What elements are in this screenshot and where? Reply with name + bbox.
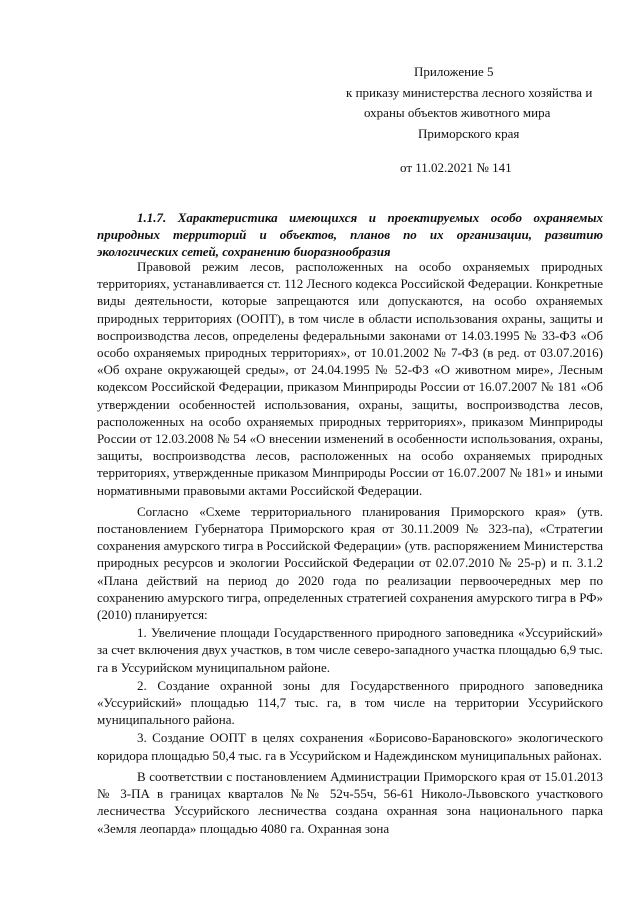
list-item-2: 2. Создание охранной зоны для Государственного природного заповедника «Уссурийский» площадью 114,7 тыс. га, в том числе на территории Уссурийского муниципального района. — [97, 677, 603, 728]
list-item-3: 3. Создание ООПТ в целях сохранения «Борисово-Барановского» экологического коридора площадью 50,4 тыс. га в Уссурийском и Надеждинском муниципальных районах. — [97, 730, 603, 763]
section-heading: 1.1.7. Характеристика имеющихся и проектируемых особо охраняемых природных территорий и объектов, планов по их организации, развитию экологических сетей, сохранению биоразнообразия — [97, 210, 603, 259]
paragraph-protection-zone: В соответствии с постановлением Администрации Приморского края от 15.01.2013 № 3-ПА в границах кварталов №№ 52ч-55ч, 56-61 Николо-Львовского участкового лесничества Уссурийского лесничества создана охранная зона национального парка «Земля леопарда» площадью 4080 га. Охранная зона — [97, 768, 603, 836]
appendix-region-line: Приморского края — [418, 125, 520, 141]
appendix-block — [338, 62, 608, 179]
paragraph-planning-scheme: Согласно «Схеме территориального планирования Приморского края» (утв. постановлением Губернатора Приморского края от 30.11.2009 № 323-па), «Стратегии сохранения амурского тигра в Российской Федерации» (утв. распоряжением Министерства природных ресурсов и экологии Российской Федерации от 02.07.2010 № 25-р) и п. 3.1.2 «Плана действий на период до 2020 года по реализации первоочередных мер по сохранению амурского тигра, определенных стратегией сохранения амурского тигра в РФ» (2010) планируется: — [97, 503, 603, 623]
list-item-1: 1. Увеличение площади Государственного природного заповедника «Уссурийский» за счет включения двух участков, в том числе северо-западного участка площадью 6,9 тыс. га в Уссурийском муниципальном районе. — [97, 625, 603, 675]
paragraph-legal-regime: Правовой режим лесов, расположенных на особо охраняемых природных территориях, устанавливается ст. 112 Лесного кодекса Российской Федерации. Конкретные виды деятельности, которые запрещаются или допускаются, на особо охраняемых природных территориях (ООПТ), в том числе в области использования охраны, защиты и воспроизводства лесов, определены федеральными законами от 14.03.1995 № 33-ФЗ «Об особо охраняемых природных территориях», от 10.01.2002 № 7-ФЗ (в ред. от 03.07.2016) «Об охране окружающей среды», от 24.04.1995 № 52-ФЗ «О животном мире», Лесным кодексом Российской Федерации, приказом Минприроды России от 16.07.2007 № 181 «Об утверждении особенностей использования, охраны, защиты, воспроизводства лесов, расположенных на особо охраняемых природных территориях», приказом Минприроды России от 12.03.2008 № 54 «О внесении изменений в особенности использования, охраны, защиты, воспроизводства лесов, расположенных на особо охраняемых природных территориях, утвержденные приказом Минприроды России от 16.07.2007 № 181» и иными нормативными правовыми актами Российской Федерации. — [97, 259, 603, 498]
document-body — [97, 258, 603, 837]
appendix-title: Приложение 5 — [414, 64, 494, 79]
appendix-order-line: к приказу министерства лесного хозяйства и — [346, 84, 593, 100]
appendix-date-number: от 11.02.2021 № 141 — [400, 160, 512, 175]
appendix-ministry-line: охраны объектов животного мира — [364, 105, 551, 120]
